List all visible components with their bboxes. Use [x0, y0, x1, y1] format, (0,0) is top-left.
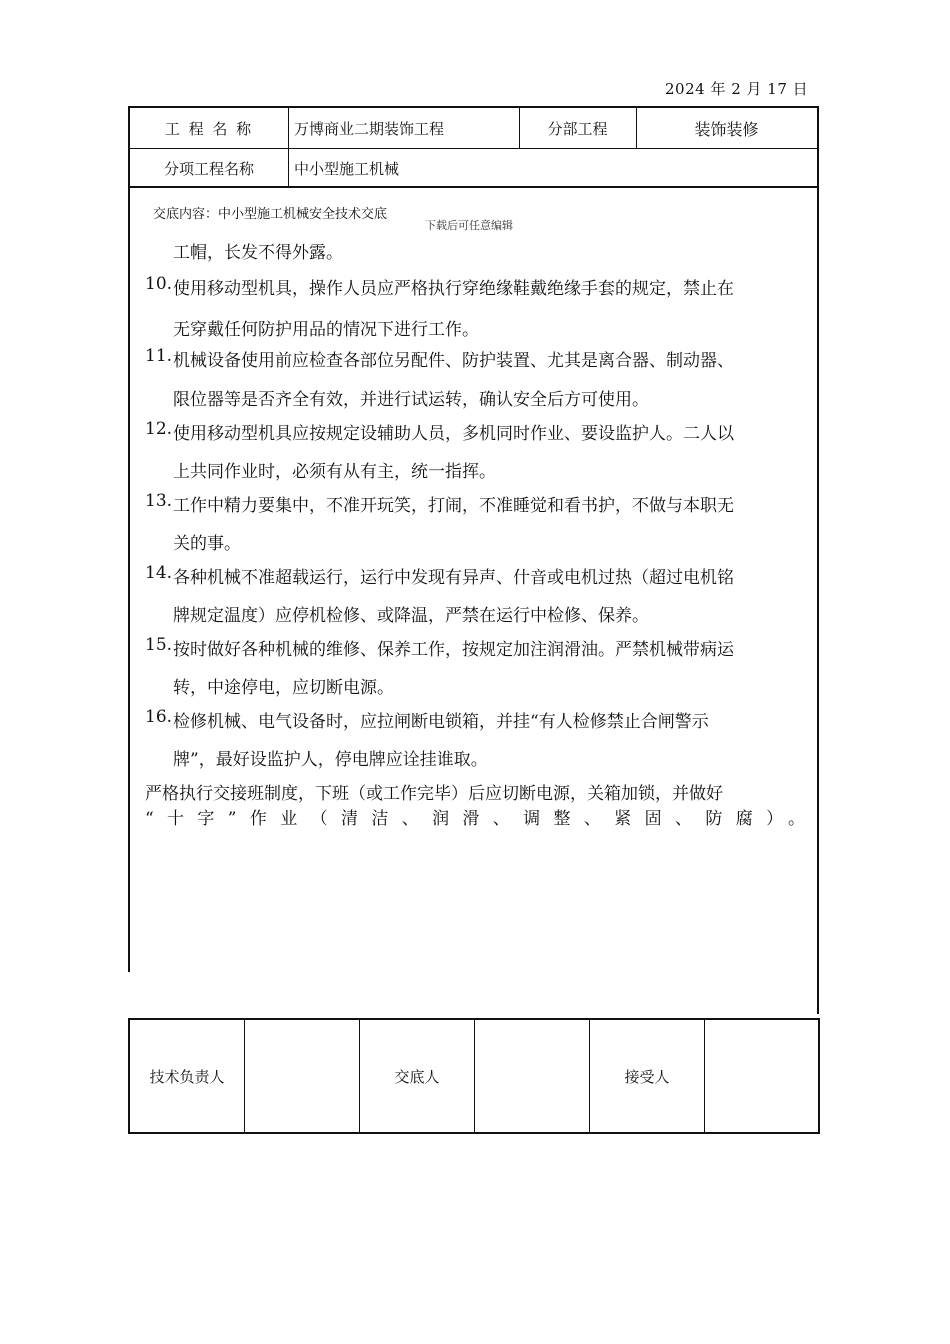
item-line: 使用移动型机具应按规定设辅助人员，多机同时作业、要设监护人。二人以 [173, 424, 734, 444]
closing-line-2: “十字”作业（清洁、润滑、调整、紧固、防腐）。 [145, 809, 805, 829]
item-number: 16. [145, 707, 173, 727]
item-number: 12. [145, 419, 173, 439]
subproject-value: 中小型施工机械 [294, 159, 400, 178]
item-number: 14. [145, 563, 173, 583]
content-right-border [817, 186, 819, 1014]
tech-lead-signature-field[interactable] [245, 1020, 360, 1132]
discloser-signature-field[interactable] [475, 1020, 590, 1132]
item-line: 使用移动型机具，操作人员应严格执行穿绝缘鞋戴绝缘手套的规定，禁止在 [173, 279, 734, 299]
disclosure-intro: 交底内容：中小型施工机械安全技术交底 [153, 207, 388, 222]
item-continuation-line: 工帽，长发不得外露。 [173, 243, 343, 263]
item-line: 检修机械、电气设备时，应拉闸断电锁箱，并挂“有人检修禁止合闸警示 [173, 712, 709, 732]
discloser-label: 交底人 [360, 1020, 475, 1132]
item-line: 工作中精力要集中，不准开玩笑，打闹，不准睡觉和看书护，不做与本职无 [173, 496, 734, 516]
item-number: 10. [145, 274, 173, 294]
receiver-signature-field[interactable] [705, 1020, 818, 1132]
header-row-subproject [130, 148, 817, 188]
item-line: 牌规定温度）应停机检修、或降温，严禁在运行中检修、保养。 [173, 606, 649, 626]
item-line: 限位器等是否齐全有效，并进行试运转，确认安全后方可使用。 [173, 390, 649, 410]
document-date: 2024 年 2 月 17 日 [665, 80, 809, 98]
item-line: 机械设备使用前应检查各部位另配件、防护装置、尤其是离合器、制动器、 [173, 351, 734, 371]
item-line: 各种机械不准超载运行，运行中发现有异声、什音或电机过热（超过电机铭 [173, 568, 734, 588]
item-line: 牌”，最好设监护人，停电牌应诠挂谁取。 [173, 750, 488, 770]
header-table [128, 106, 819, 188]
signature-table [128, 1018, 820, 1134]
item-line: 上共同作业时，必须有从有主，统一指挥。 [173, 462, 496, 482]
division-label: 分部工程 [547, 119, 608, 138]
item-number: 15. [145, 635, 173, 655]
header-row-project [130, 108, 817, 149]
receiver-label: 接受人 [590, 1020, 705, 1132]
item-line: 无穿戴任何防护用品的情况下进行工作。 [173, 320, 479, 340]
item-line: 关的事。 [173, 534, 241, 554]
tech-lead-label: 技术负责人 [130, 1020, 245, 1132]
watermark-text: 下载后可任意编辑 [425, 219, 513, 232]
item-number: 13. [145, 491, 173, 511]
closing-line-1: 严格执行交接班制度，下班（或工作完毕）后应切断电源，关箱加锁，并做好 [145, 784, 723, 804]
division-value: 装饰装修 [694, 119, 759, 139]
item-line: 转，中途停电，应切断电源。 [173, 678, 394, 698]
subproject-label: 分项工程名称 [163, 159, 254, 178]
project-name-label: 工 程 名 称 [164, 119, 254, 138]
content-box [128, 186, 819, 1014]
project-name-value: 万博商业二期装饰工程 [294, 119, 445, 138]
item-line: 按时做好各种机械的维修、保养工作，按规定加注润滑油。严禁机械带病运 [173, 640, 734, 660]
content-left-border [128, 186, 130, 972]
item-number: 11. [145, 346, 173, 366]
